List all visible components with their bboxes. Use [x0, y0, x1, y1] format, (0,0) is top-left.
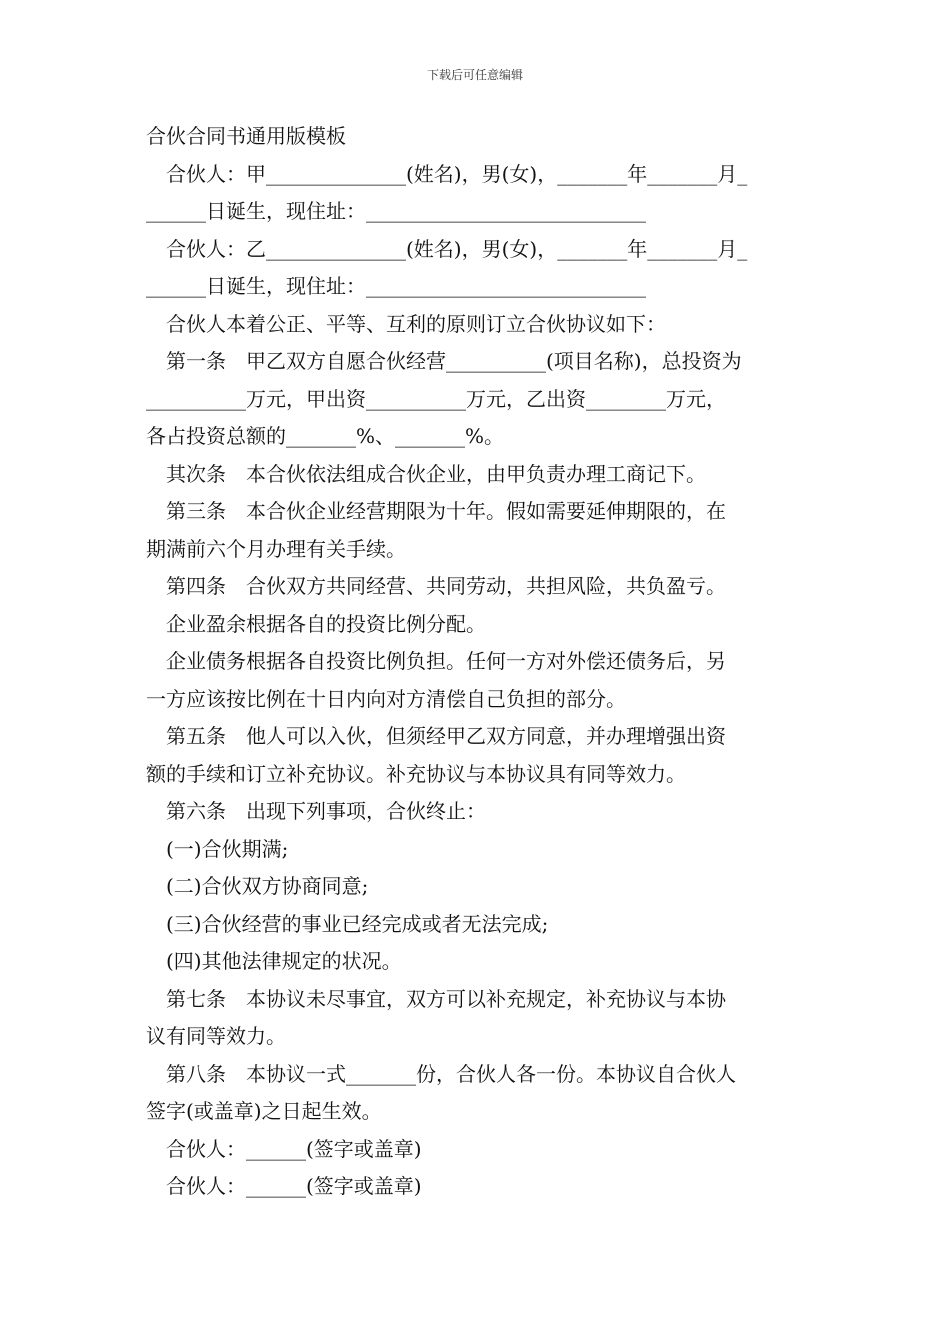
document-line: 第六条 出现下列事项，合伙终止： [166, 799, 486, 823]
document-title: 合伙合同书通用版模板 [146, 124, 346, 148]
document-line: 合伙人本着公正、平等、互利的原则订立合伙协议如下： [166, 311, 666, 336]
document-line: 合伙人：______(签字或盖章) [166, 1174, 422, 1198]
document-line: 一方应该按比例在十日内向对方清偿自己负担的部分。 [146, 686, 626, 711]
document-line: 期满前六个月办理有关手续。 [146, 536, 406, 561]
document-line: (二)合伙双方协商同意; [166, 874, 369, 898]
document-line: 其次条 本合伙依法组成合伙企业，由甲负责办理工商记下。 [166, 461, 706, 486]
header-note: 下载后可任意编辑 [426, 68, 523, 82]
document-line: 企业债务根据各自投资比例负担。任何一方对外偿还债务后，另 [166, 649, 726, 673]
document-line: ______日诞生，现住址：____________________________ [146, 199, 646, 223]
document-line: 各占投资总额的_______%、_______%。 [146, 424, 505, 448]
document-line: 第三条 本合伙企业经营期限为十年。假如需要延伸期限的，在 [166, 499, 726, 523]
document-line: 额的手续和订立补充协议。补充协议与本协议具有同等效力。 [146, 761, 686, 786]
document-line: __________万元，甲出资__________万元，乙出资________万元， [146, 386, 726, 411]
document-line: (一)合伙期满; [166, 836, 289, 861]
document-line: (四)其他法律规定的状况。 [166, 949, 402, 973]
document-line: 第五条 他人可以入伙，但须经甲乙双方同意，并办理增强出资 [166, 724, 726, 748]
document-line: 第一条 甲乙双方自愿合伙经营__________(项目名称)，总投资为 [166, 349, 742, 373]
document-line: 议有同等效力。 [146, 1024, 286, 1048]
document-line: 签字(或盖章)之日起生效。 [146, 1099, 382, 1123]
document-body [146, 118, 808, 1206]
document-line: 合伙人：______(签字或盖章) [166, 1136, 422, 1161]
document-line: (三)合伙经营的事业已经完成或者无法完成; [166, 911, 549, 936]
document-line: ______日诞生，现住址：____________________________ [146, 274, 646, 298]
document-line: 第七条 本协议未尽事宜，双方可以补充规定，补充协议与本协 [166, 986, 726, 1011]
document-line: 合伙人：甲______________(姓名)，男(女)，_______年_______月_ [166, 161, 748, 186]
document-line: 第八条 本协议一式_______份，合伙人各一份。本协议自合伙人 [166, 1061, 736, 1086]
document-line: 第四条 合伙双方共同经营、共同劳动，共担风险，共负盈亏。 [166, 574, 726, 598]
document-line: 合伙人：乙______________(姓名)，男(女)，_______年_______月_ [166, 236, 748, 261]
document-line: 企业盈余根据各自的投资比例分配。 [166, 611, 486, 636]
